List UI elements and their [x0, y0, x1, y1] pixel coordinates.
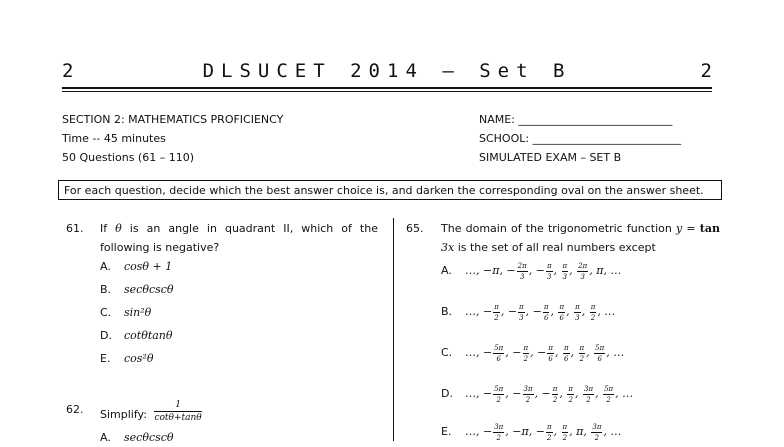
- question-text-part: is an angle in quadrant II, which of the following is negative?: [100, 222, 378, 254]
- fraction-denominator: 2: [496, 433, 501, 442]
- sequence-text: ,: [554, 346, 562, 359]
- fraction: [552, 385, 559, 404]
- fraction-numerator: 3π: [523, 384, 533, 393]
- header-rule-thin: [62, 91, 712, 92]
- sequence-text: , −: [525, 305, 542, 318]
- option-expr: cos²θ: [124, 352, 154, 365]
- fraction-numerator: π: [546, 261, 552, 270]
- option-expr: secθcscθ: [124, 431, 174, 444]
- sequence-text: , −: [528, 264, 545, 277]
- fraction: [594, 344, 605, 363]
- question-65: [406, 219, 720, 441]
- option-expr: sin²θ: [124, 306, 152, 319]
- fraction-numerator: 5π: [494, 384, 504, 393]
- sequence-text: …, −: [465, 305, 493, 318]
- sequence-text: , −: [500, 305, 518, 318]
- option-c[interactable]: [441, 343, 624, 363]
- fraction-numerator: π: [563, 343, 569, 352]
- option-expr: secθcscθ: [124, 283, 174, 296]
- fraction-denominator: 3: [562, 272, 568, 281]
- option-letter: C.: [100, 306, 112, 319]
- option-sequence: [465, 422, 622, 442]
- fraction-numerator: π: [543, 302, 549, 311]
- student-info: [479, 110, 681, 167]
- sequence-text: , −π, −: [505, 425, 545, 438]
- sequence-text: , −: [505, 387, 522, 400]
- option-a[interactable]: [441, 261, 621, 281]
- question-number: 65.: [406, 222, 424, 235]
- fraction: [493, 385, 504, 404]
- question-number: 62.: [66, 403, 84, 416]
- sequence-text: , π,: [569, 425, 591, 438]
- fraction-denominator: 2: [552, 395, 558, 404]
- option-letter: D.: [441, 387, 453, 400]
- option-e[interactable]: [100, 349, 153, 368]
- question-62: [66, 396, 378, 444]
- fraction-numerator: 1: [154, 400, 201, 412]
- fraction-denominator: 6: [564, 354, 569, 363]
- question-text: [100, 400, 378, 424]
- sequence-text: ,: [553, 264, 561, 277]
- question-text: [100, 219, 378, 257]
- fraction-denominator: 3: [519, 313, 524, 322]
- fraction-numerator: 3π: [584, 384, 594, 393]
- fraction: [547, 344, 554, 363]
- fraction: [603, 385, 614, 404]
- option-d[interactable]: [100, 326, 173, 345]
- sequence-text: , …: [615, 387, 634, 400]
- option-a[interactable]: [100, 428, 174, 447]
- option-letter: C.: [441, 346, 453, 359]
- fraction-denominator: 3: [547, 272, 552, 281]
- sequence-text: , −: [505, 346, 522, 359]
- sequence-text: …, −: [465, 425, 493, 438]
- exam-label: SIMULATED EXAM – SET B: [479, 151, 622, 164]
- instructions-box: For each question, decide which the best answer choice is, and darken the corresponding oval on the answer sheet.: [58, 180, 722, 200]
- fraction-numerator: 3π: [592, 422, 602, 431]
- math-equals: =: [682, 222, 700, 235]
- sequence-text: ,: [581, 305, 589, 318]
- option-letter: B.: [100, 283, 112, 296]
- fraction-denominator: 2: [547, 433, 552, 442]
- fraction: [517, 262, 528, 281]
- option-e[interactable]: [441, 422, 621, 442]
- fraction-denominator: 2: [496, 395, 501, 404]
- fraction-denominator: 6: [496, 354, 501, 363]
- option-expr: cotθtanθ: [124, 329, 173, 342]
- question-61: [66, 219, 378, 379]
- fraction-numerator: π: [575, 302, 580, 311]
- fraction: [558, 303, 565, 322]
- sequence-text: , π, …: [589, 264, 622, 277]
- fraction-denominator: 2: [606, 395, 611, 404]
- fraction-numerator: π: [519, 302, 524, 311]
- fraction-denominator: 2: [594, 433, 600, 442]
- fraction-numerator: π: [548, 343, 553, 352]
- sequence-text: ,: [586, 346, 594, 359]
- fraction: [563, 344, 570, 363]
- name-field[interactable]: NAME: ____________________________: [479, 113, 673, 126]
- header-rule-thick: [62, 87, 712, 89]
- fraction-denominator: 3: [519, 272, 525, 281]
- option-letter: B.: [441, 305, 453, 318]
- fraction: [577, 262, 588, 281]
- fraction-numerator: π: [568, 384, 573, 393]
- sequence-text: ,: [595, 387, 603, 400]
- fraction-denominator: 6: [543, 313, 549, 322]
- option-sequence: [465, 261, 622, 281]
- page-header: [62, 60, 712, 86]
- math-y: y: [676, 222, 683, 235]
- fraction-numerator: π: [552, 384, 558, 393]
- option-letter: E.: [441, 425, 452, 438]
- page-number-right: 2: [700, 60, 712, 82]
- fraction-denominator: cotθ+tanθ: [154, 413, 202, 423]
- exam-title: DLSUCET 2014 – Set B: [202, 60, 572, 82]
- simplify-label: Simplify:: [100, 408, 147, 421]
- sequence-text: ,: [575, 387, 582, 400]
- fraction: [562, 262, 569, 281]
- school-field[interactable]: SCHOOL: ___________________________: [479, 132, 682, 145]
- fraction-denominator: 2: [525, 395, 531, 404]
- question-text-part: If: [100, 222, 116, 235]
- fraction: [567, 385, 574, 404]
- fraction: [493, 423, 504, 442]
- fraction-numerator: 2π: [578, 261, 588, 270]
- fraction: [493, 303, 500, 322]
- sequence-text: ,: [550, 305, 558, 318]
- sequence-text: , …: [606, 346, 625, 359]
- fraction: [543, 303, 550, 322]
- option-sequence: [465, 384, 634, 404]
- question-text-part: The domain of the trigonometric function: [441, 222, 676, 235]
- fraction-denominator: 2: [590, 313, 596, 322]
- fraction: [493, 344, 504, 363]
- fraction-numerator: π: [494, 302, 499, 311]
- fraction-denominator: 2: [579, 354, 585, 363]
- fraction-numerator: 3π: [494, 422, 504, 431]
- fraction-denominator: 3: [580, 272, 585, 281]
- option-letter: A.: [441, 264, 452, 277]
- sequence-text: ,: [553, 425, 561, 438]
- fraction-denominator: 6: [548, 354, 553, 363]
- option-sequence: [465, 343, 625, 363]
- section-title: SECTION 2: MATHEMATICS PROFICIENCY: [62, 113, 284, 126]
- fraction: [562, 423, 569, 442]
- fraction-numerator: π: [546, 422, 552, 431]
- fraction: [579, 344, 586, 363]
- sequence-text: …, −: [465, 346, 493, 359]
- page-number-left: 2: [62, 60, 74, 82]
- fraction-numerator: 5π: [595, 343, 605, 352]
- fraction-numerator: 2π: [517, 261, 527, 270]
- question-number: 61.: [66, 222, 84, 235]
- fraction-denominator: 2: [586, 395, 591, 404]
- sequence-text: , −: [534, 387, 551, 400]
- fraction: [546, 262, 553, 281]
- fraction-denominator: 3: [575, 313, 580, 322]
- fraction-denominator: 6: [597, 354, 602, 363]
- fraction-numerator: π: [559, 302, 565, 311]
- sequence-text: ,: [570, 346, 578, 359]
- fraction: [518, 303, 525, 322]
- fraction-denominator: 2: [562, 433, 568, 442]
- math-theta: θ: [115, 222, 122, 235]
- sequence-text: , …: [597, 305, 616, 318]
- option-letter: D.: [100, 329, 112, 342]
- fraction: [591, 423, 602, 442]
- sequence-text: ,: [559, 387, 567, 400]
- fraction-numerator: 5π: [604, 384, 614, 393]
- fraction: [546, 423, 553, 442]
- math-3x: 3x: [441, 241, 455, 254]
- option-letter: E.: [100, 352, 111, 365]
- fraction-numerator: 5π: [494, 343, 504, 352]
- sequence-text: ,: [566, 305, 574, 318]
- question-text-part: is the set of all real numbers except: [454, 241, 656, 254]
- question-text: [441, 219, 720, 257]
- option-c[interactable]: [100, 303, 151, 322]
- sequence-text: , …: [603, 425, 622, 438]
- fraction-denominator: 2: [568, 395, 573, 404]
- fraction-numerator: π: [590, 302, 596, 311]
- fraction-denominator: 2: [494, 313, 499, 322]
- fraction-numerator: π: [562, 261, 568, 270]
- time-limit: Time -- 45 minutes: [62, 132, 166, 145]
- fraction-numerator: π: [562, 422, 568, 431]
- section-info: [62, 110, 283, 167]
- fraction: [523, 344, 530, 363]
- sequence-text: ,: [569, 264, 577, 277]
- column-divider: [393, 218, 394, 441]
- option-expr: cosθ + 1: [124, 260, 173, 273]
- sequence-text: …, −π, −: [465, 264, 516, 277]
- fraction: [574, 303, 581, 322]
- fraction: [583, 385, 594, 404]
- fraction-expression: [154, 400, 201, 423]
- fraction: [523, 385, 534, 404]
- fraction-numerator: π: [579, 343, 585, 352]
- sequence-text: , −: [530, 346, 547, 359]
- fraction: [590, 303, 597, 322]
- question-count: 50 Questions (61 – 110): [62, 151, 194, 164]
- sequence-text: …, −: [465, 387, 493, 400]
- option-letter: A.: [100, 431, 111, 444]
- math-tan: tan: [699, 222, 720, 235]
- fraction-denominator: 6: [559, 313, 565, 322]
- fraction-denominator: 2: [523, 354, 529, 363]
- option-d[interactable]: [441, 384, 633, 404]
- fraction-numerator: π: [523, 343, 529, 352]
- option-a[interactable]: [100, 257, 172, 276]
- option-letter: A.: [100, 260, 111, 273]
- option-sequence: [465, 302, 616, 322]
- option-b[interactable]: [100, 280, 174, 299]
- option-b[interactable]: [441, 302, 615, 322]
